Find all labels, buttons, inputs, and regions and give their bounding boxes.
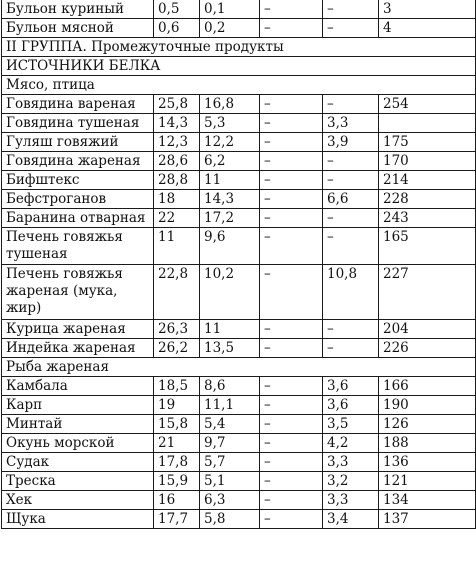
col-5-cell: – — [323, 19, 379, 38]
col-5-cell: 3,6 — [323, 396, 379, 415]
fat-cell: 0,1 — [200, 0, 260, 19]
table-row — [2, 171, 476, 190]
protein-cell: 11 — [154, 228, 200, 265]
col-5-cell: 6,6 — [323, 190, 379, 209]
protein-cell: 12,3 — [154, 133, 200, 152]
product-name-cell: Карп — [2, 396, 154, 415]
col-5-cell: – — [323, 209, 379, 228]
col-5-cell: – — [323, 0, 379, 19]
col-5-cell: 3,3 — [323, 114, 379, 133]
col-5-cell: 3,5 — [323, 415, 379, 434]
table-row — [2, 415, 476, 434]
fat-cell: 17,2 — [200, 209, 260, 228]
col-4-cell: – — [260, 339, 323, 358]
table-row — [2, 95, 476, 114]
calories-cell: 166 — [379, 377, 476, 396]
calories-cell: 204 — [379, 320, 476, 339]
fat-cell: 11 — [200, 171, 260, 190]
calories-cell: 137 — [379, 510, 476, 529]
calories-cell: 121 — [379, 472, 476, 491]
col-5-cell: 10,8 — [323, 265, 379, 320]
table-row — [2, 265, 476, 320]
calories-cell: 175 — [379, 133, 476, 152]
table-row — [2, 228, 476, 265]
product-name-cell: Печень говяжья тушеная — [2, 228, 154, 265]
calories-cell: 226 — [379, 339, 476, 358]
section-heading: Рыба жареная — [2, 358, 476, 377]
fat-cell: 16,8 — [200, 95, 260, 114]
section-heading: II ГРУППА. Промежуточные продукты — [2, 38, 476, 57]
product-name-cell: Щука — [2, 510, 154, 529]
protein-cell: 18,5 — [154, 377, 200, 396]
col-5-cell: 3,6 — [323, 377, 379, 396]
col-4-cell: – — [260, 19, 323, 38]
fat-cell: 5,1 — [200, 472, 260, 491]
section-heading-row — [2, 38, 476, 57]
calories-cell: 228 — [379, 190, 476, 209]
col-4-cell: – — [260, 510, 323, 529]
col-5-cell: 3,9 — [323, 133, 379, 152]
section-heading-row — [2, 76, 476, 95]
table-row — [2, 209, 476, 228]
col-4-cell: – — [260, 95, 323, 114]
fat-cell: 5,8 — [200, 510, 260, 529]
protein-cell: 21 — [154, 434, 200, 453]
col-4-cell: – — [260, 320, 323, 339]
fat-cell: 11,1 — [200, 396, 260, 415]
section-heading-row — [2, 358, 476, 377]
fat-cell: 5,3 — [200, 114, 260, 133]
product-name-cell: Бульон мясной — [2, 19, 154, 38]
col-5-cell: – — [323, 339, 379, 358]
product-name-cell: Индейка жареная — [2, 339, 154, 358]
section-heading: ИСТОЧНИКИ БЕЛКА — [2, 57, 476, 76]
calories-cell: 170 — [379, 152, 476, 171]
calories-cell: 136 — [379, 453, 476, 472]
fat-cell: 5,4 — [200, 415, 260, 434]
table-row — [2, 339, 476, 358]
fat-cell: 8,6 — [200, 377, 260, 396]
fat-cell: 14,3 — [200, 190, 260, 209]
table-row — [2, 491, 476, 510]
protein-cell: 26,3 — [154, 320, 200, 339]
col-5-cell: – — [323, 228, 379, 265]
col-5-cell: – — [323, 320, 379, 339]
product-name-cell: Минтай — [2, 415, 154, 434]
col-5-cell: – — [323, 95, 379, 114]
col-4-cell: – — [260, 228, 323, 265]
protein-cell: 28,6 — [154, 152, 200, 171]
col-5-cell: 3,4 — [323, 510, 379, 529]
table-row — [2, 190, 476, 209]
table-row — [2, 510, 476, 529]
product-name-cell: Бульон куриный — [2, 0, 154, 19]
col-4-cell: – — [260, 434, 323, 453]
section-heading-row — [2, 57, 476, 76]
col-4-cell: – — [260, 114, 323, 133]
calories-cell — [379, 114, 476, 133]
protein-cell: 25,8 — [154, 95, 200, 114]
product-name-cell: Говядина тушеная — [2, 114, 154, 133]
table-row — [2, 133, 476, 152]
col-5-cell: – — [323, 171, 379, 190]
product-name-cell: Хек — [2, 491, 154, 510]
protein-cell: 0,6 — [154, 19, 200, 38]
calories-cell: 134 — [379, 491, 476, 510]
protein-cell: 15,8 — [154, 415, 200, 434]
col-4-cell: – — [260, 491, 323, 510]
protein-cell: 22,8 — [154, 265, 200, 320]
product-name-cell: Баранина отварная — [2, 209, 154, 228]
table-row — [2, 320, 476, 339]
calories-cell: 227 — [379, 265, 476, 320]
calories-cell: 190 — [379, 396, 476, 415]
calories-cell: 214 — [379, 171, 476, 190]
fat-cell: 13,5 — [200, 339, 260, 358]
product-name-cell: Говядина вареная — [2, 95, 154, 114]
fat-cell: 9,6 — [200, 228, 260, 265]
col-4-cell: – — [260, 190, 323, 209]
fat-cell: 6,2 — [200, 152, 260, 171]
col-5-cell: 3,2 — [323, 472, 379, 491]
product-name-cell: Камбала — [2, 377, 154, 396]
table-row — [2, 377, 476, 396]
fat-cell: 12,2 — [200, 133, 260, 152]
calories-cell: 4 — [379, 19, 476, 38]
col-4-cell: – — [260, 377, 323, 396]
protein-cell: 18 — [154, 190, 200, 209]
col-4-cell: – — [260, 209, 323, 228]
col-4-cell: – — [260, 171, 323, 190]
product-name-cell: Печень говяжья жареная (мука, жир) — [2, 265, 154, 320]
nutrition-table — [1, 0, 476, 529]
col-4-cell: – — [260, 0, 323, 19]
nutrition-table-body — [2, 0, 476, 529]
table-row — [2, 396, 476, 415]
protein-cell: 16 — [154, 491, 200, 510]
product-name-cell: Треска — [2, 472, 154, 491]
fat-cell: 5,7 — [200, 453, 260, 472]
protein-cell: 17,7 — [154, 510, 200, 529]
table-row — [2, 0, 476, 19]
product-name-cell: Бифштекс — [2, 171, 154, 190]
table-row — [2, 472, 476, 491]
product-name-cell: Бефстроганов — [2, 190, 154, 209]
product-name-cell: Судак — [2, 453, 154, 472]
col-5-cell: 3,3 — [323, 453, 379, 472]
calories-cell: 126 — [379, 415, 476, 434]
calories-cell: 254 — [379, 95, 476, 114]
table-row — [2, 114, 476, 133]
col-5-cell: 4,2 — [323, 434, 379, 453]
protein-cell: 14,3 — [154, 114, 200, 133]
col-5-cell: 3,3 — [323, 491, 379, 510]
product-name-cell: Говядина жареная — [2, 152, 154, 171]
col-4-cell: – — [260, 152, 323, 171]
protein-cell: 15,9 — [154, 472, 200, 491]
calories-cell: 188 — [379, 434, 476, 453]
fat-cell: 11 — [200, 320, 260, 339]
protein-cell: 22 — [154, 209, 200, 228]
fat-cell: 6,3 — [200, 491, 260, 510]
col-5-cell: – — [323, 152, 379, 171]
col-4-cell: – — [260, 133, 323, 152]
product-name-cell: Гуляш говяжий — [2, 133, 154, 152]
col-4-cell: – — [260, 472, 323, 491]
product-name-cell: Курица жареная — [2, 320, 154, 339]
table-row — [2, 152, 476, 171]
protein-cell: 26,2 — [154, 339, 200, 358]
fat-cell: 0,2 — [200, 19, 260, 38]
table-row — [2, 19, 476, 38]
table-row — [2, 434, 476, 453]
calories-cell: 165 — [379, 228, 476, 265]
calories-cell: 3 — [379, 0, 476, 19]
col-4-cell: – — [260, 453, 323, 472]
col-4-cell: – — [260, 396, 323, 415]
product-name-cell: Окунь морской — [2, 434, 154, 453]
col-4-cell: – — [260, 265, 323, 320]
fat-cell: 10,2 — [200, 265, 260, 320]
protein-cell: 0,5 — [154, 0, 200, 19]
protein-cell: 19 — [154, 396, 200, 415]
protein-cell: 17,8 — [154, 453, 200, 472]
section-heading: Мясо, птица — [2, 76, 476, 95]
protein-cell: 28,8 — [154, 171, 200, 190]
col-4-cell: – — [260, 415, 323, 434]
fat-cell: 9,7 — [200, 434, 260, 453]
calories-cell: 243 — [379, 209, 476, 228]
table-row — [2, 453, 476, 472]
